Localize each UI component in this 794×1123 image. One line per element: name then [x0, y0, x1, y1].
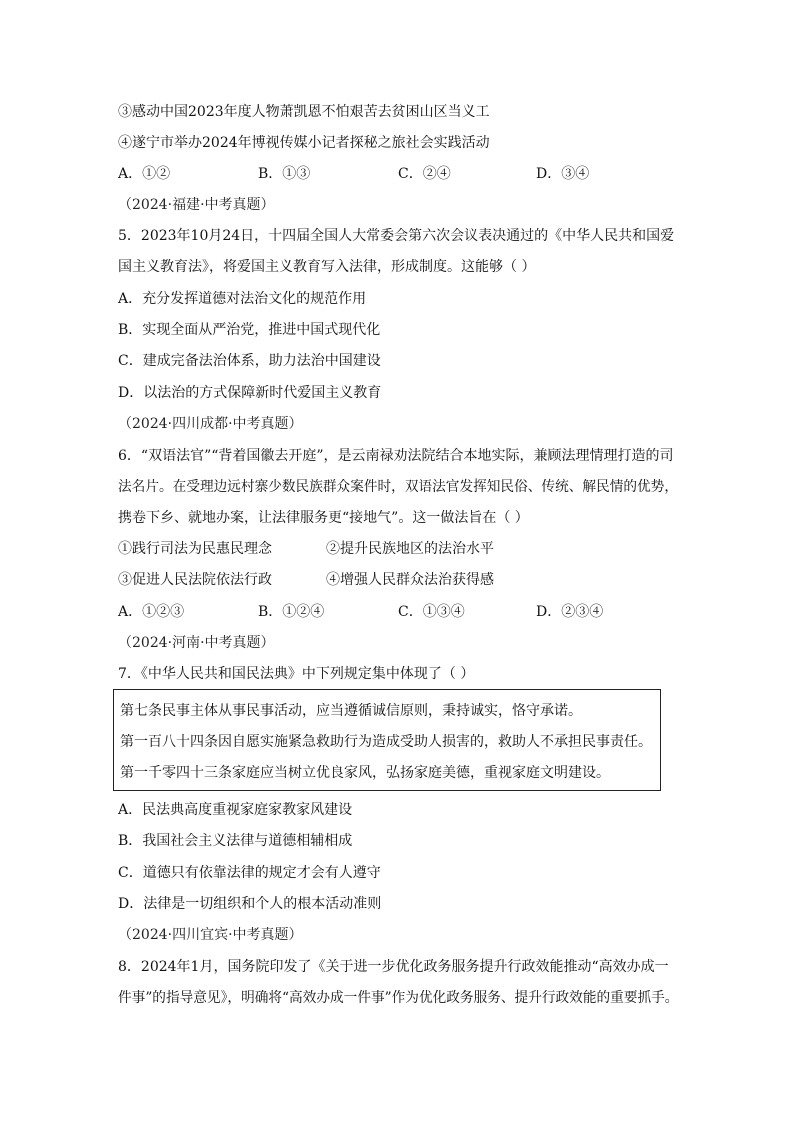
q5-source: （2024·福建·中考真题）	[118, 197, 275, 213]
q6-option-c: C．①③④	[398, 604, 465, 620]
q7-option-c: C．道德只有依靠法律的规定才会有人遵守	[118, 865, 381, 881]
q6-stem-line-3: 携卷下乡、就地办案，让法律服务更“接地气”。这一做法旨在（ ）	[118, 510, 529, 526]
q7-option-a: A．民法典高度重视家庭家教家风建设	[118, 802, 353, 818]
q5-option-d: D．以法治的方式保障新时代爱国主义教育	[118, 385, 382, 401]
q7-material-line-3: 第一千零四十三条家庭应当树立优良家风，弘扬家庭美德，重视家庭文明建设。	[120, 765, 610, 781]
q4-option-d: D．③④	[536, 166, 590, 182]
q7-option-d: D．法律是一切组织和个人的根本活动准则	[118, 896, 382, 912]
q6-item-2: ②提升民族地区的法治水平	[326, 541, 494, 557]
q6-item-4: ④增强人民群众法治获得感	[326, 572, 494, 588]
q8-stem-line-1: 8．2024年1月，国务院印发了《关于进一步优化政务服务提升行政效能推动“高效办成一	[118, 959, 669, 975]
q6-option-b: B．①②④	[258, 604, 325, 620]
q6-stem-line-2: 法名片。在受理边远村寨少数民族群众案件时，双语法官发挥知民俗、传统、解民情的优势，	[118, 479, 678, 495]
q8-stem-line-2: 件事”的指导意见》，明确将“高效办成一件事”作为优化政务服务、提升行政效能的重要抓手。	[118, 990, 679, 1006]
q4-item-4: ④遂宁市举办2024年博视传媒小记者探秘之旅社会实践活动	[118, 135, 490, 151]
q4-option-a: A．①②	[118, 166, 171, 182]
q5-option-b: B．实现全面从严治党，推进中国式现代化	[118, 322, 381, 338]
q6-option-a: A．①②③	[118, 604, 185, 620]
q7-option-b: B．我国社会主义法律与道德相辅相成	[118, 833, 353, 849]
q7-material-box	[113, 689, 661, 791]
q6-option-d: D．②③④	[536, 604, 604, 620]
q6-stem-line-1: 6．“双语法官”“背着国徽去开庭”，是云南禄劝法院结合本地实际，兼顾法理情理打造的司	[118, 448, 674, 464]
q7-material-line-1: 第七条民事主体从事民事活动，应当遵循诚信原则，秉持诚实，恪守承诺。	[120, 703, 582, 719]
q4-item-3: ③感动中国2023年度人物萧凯恩不怕艰苦去贫困山区当义工	[118, 104, 490, 120]
q7-stem: 7．《中华人民共和国民法典》中下列规定集中体现了（ ）	[118, 666, 475, 682]
q5-stem-line-1: 5．2023年10月24日，十四届全国人大常委会第六次会议表决通过的《中华人民共和国爱	[118, 228, 675, 244]
q7-material-line-2: 第一百八十四条因自愿实施紧急救助行为造成受助人损害的，救助人不承担民事责任。	[120, 734, 652, 750]
q8-source: （2024·四川宜宾·中考真题）	[118, 927, 303, 943]
q6-source: （2024·四川成都·中考真题）	[118, 416, 303, 432]
q6-item-1: ①践行司法为民惠民理念	[118, 541, 272, 557]
q4-option-b: B．①③	[258, 166, 311, 182]
q4-option-c: C．②④	[398, 166, 451, 182]
q6-item-3: ③促进人民法院依法行政	[118, 572, 272, 588]
q5-option-a: A．充分发挥道德对法治文化的规范作用	[118, 291, 367, 307]
q7-source: （2024·河南·中考真题）	[118, 635, 275, 651]
q5-option-c: C．建成完备法治体系，助力法治中国建设	[118, 353, 381, 369]
q5-stem-line-2: 国主义教育法》，将爱国主义教育写入法律，形成制度。这能够（ ）	[118, 259, 536, 275]
